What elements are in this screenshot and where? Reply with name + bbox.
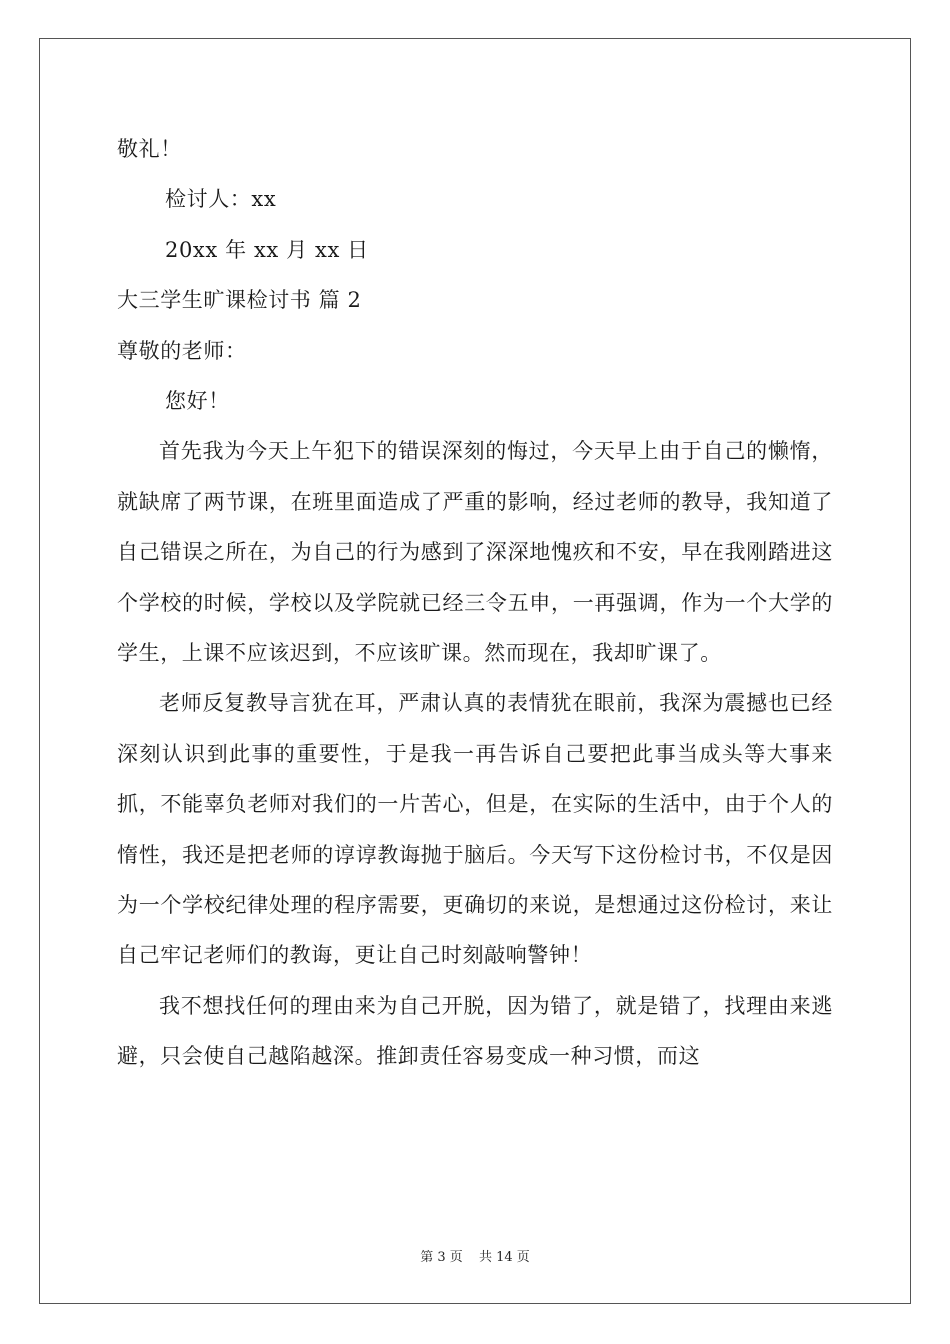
signer-line: 检讨人：xx — [165, 187, 277, 212]
document-body — [117, 124, 833, 1082]
hello-line: 您好！ — [165, 388, 230, 413]
page-footer — [0, 1246, 950, 1265]
closing-salute: 敬礼！ — [117, 137, 182, 161]
letter-body — [117, 426, 833, 1081]
section-title: 大三学生旷课检讨书 篇 2 — [117, 288, 362, 313]
paragraph: 老师反复教导言犹在耳，严肃认真的表情犹在眼前，我深为震撼也已经深刻认识到此事的重要性，于是我一再告诉自己要把此事当成头等大事来抓，不能辜负老师对我们的一片苦心，但是，在实际的生活中，由于个人的惰性，我还是把老师的谆谆教诲抛于脑后。今天写下这份检讨书，不仅是因为一个学校纪律处理的程序需要，更确切的来说，是想通过这份检讨，来让自己牢记老师们的教诲，更让自己时刻敲响警钟！ — [117, 691, 833, 968]
page-total: 共 14 页 — [478, 1250, 530, 1265]
paragraph: 首先我为今天上午犯下的错误深刻的悔过，今天早上由于自己的懒惰，就缺席了两节课，在班里面造成了严重的影响，经过老师的教导，我知道了自己错误之所在，为自己的行为感到了深深地愧疚和不安，早在我刚踏进这个学校的时候，学校以及学院就已经三令五申，一再强调，作为一个大学的学生，上课不应该迟到，不应该旷课。然而现在，我却旷课了。 — [117, 439, 833, 665]
paragraph: 我不想找任何的理由来为自己开脱，因为错了，就是错了，找理由来逃避，只会使自己越陷越深。推卸责任容易变成一种习惯，而这 — [117, 993, 833, 1069]
greeting-line: 尊敬的老师： — [117, 338, 247, 363]
page-number: 第 3 页 — [420, 1250, 463, 1265]
date-line: 20xx 年 xx 月 xx 日 — [165, 237, 369, 262]
